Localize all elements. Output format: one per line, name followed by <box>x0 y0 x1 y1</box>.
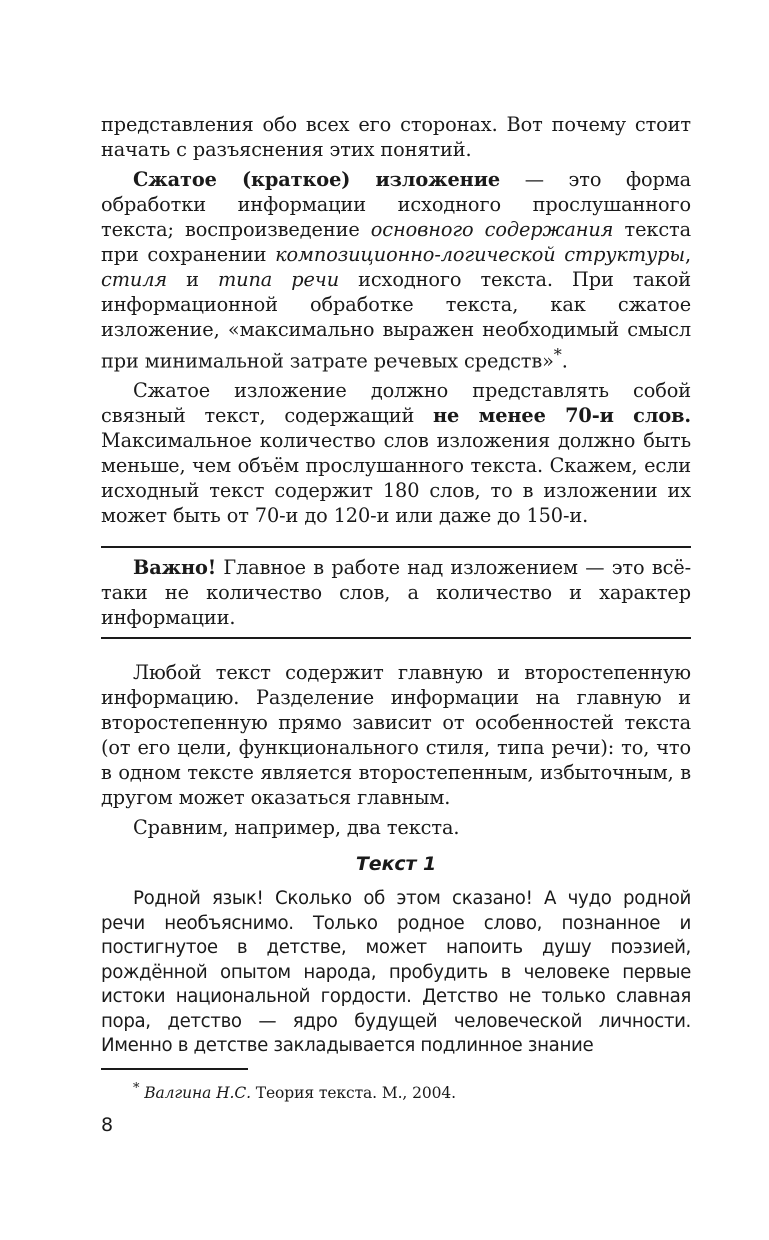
paragraph-information: Любой текст содержит главную и второстепенную информацию. Разделение информации на главную и второстепенную прямо зависит от особенностей текста (от его цели, функционального стиля, типа речи): то, что в одном тексте является второстепенным, избыточным, в другом может оказаться главным. <box>101 661 691 810</box>
paragraph-compare: Сравним, например, два текста. <box>133 816 460 840</box>
footnote-reference: * <box>553 345 562 364</box>
important-note: Важно! Главное в работе над изложением — это всё-таки не количество слов, а количество и характер информации. <box>101 556 691 630</box>
page-content <box>101 112 691 1103</box>
text-1-heading: Текст 1 <box>355 853 437 876</box>
paragraph-definition: Сжатое (краткое) изложение — это форма обработки информации исходного прослушанного текста; воспроизведение основного содержания текста при сохранении композиционно-логической структуры, стиля и типа речи исходного текста. При такой информационной обработке текста, как сжатое изложение, «максимально выражен необходимый смысл при минимальной затрате речевых средств»*. <box>101 168 692 373</box>
definition-term: Сжатое (краткое) изложение <box>133 168 501 191</box>
footnote-divider <box>101 1068 248 1070</box>
important-note-box <box>101 546 691 639</box>
footnote-author: Валгина Н.С. <box>144 1084 251 1103</box>
page-number: 8 <box>101 1114 114 1136</box>
paragraph-1: представления обо всех его сторонах. Вот почему стоит начать с разъяснения этих понятий. <box>101 113 691 161</box>
text-1-body: Родной язык! Сколько об этом сказано! А чудо родной речи необъяснимо. Только родное слово, познанное и постигнутое в детстве, может напоить душу поэзией, рождённой опытом народа, пробудить в человеке первые истоки национальной гордости. Детство не только славная пора, детство — ядро будущей человеческой личности. Именно в детстве закладывается подлинное знание <box>101 888 691 1057</box>
important-label: Важно! <box>133 556 217 580</box>
paragraph-requirements: Сжатое изложение должно представлять собой связный текст, содержащий не менее 70-и слов. Максимальное количество слов изложения должно быть меньше, чем объём прослушанного текста. Скажем, если исходный текст содержит 180 слов, то в изложении их может быть от 70-и до 120-и или даже до 150-и. <box>101 379 691 528</box>
footnote: * Валгина Н.С. Теория текста. М., 2004. <box>133 1080 456 1103</box>
